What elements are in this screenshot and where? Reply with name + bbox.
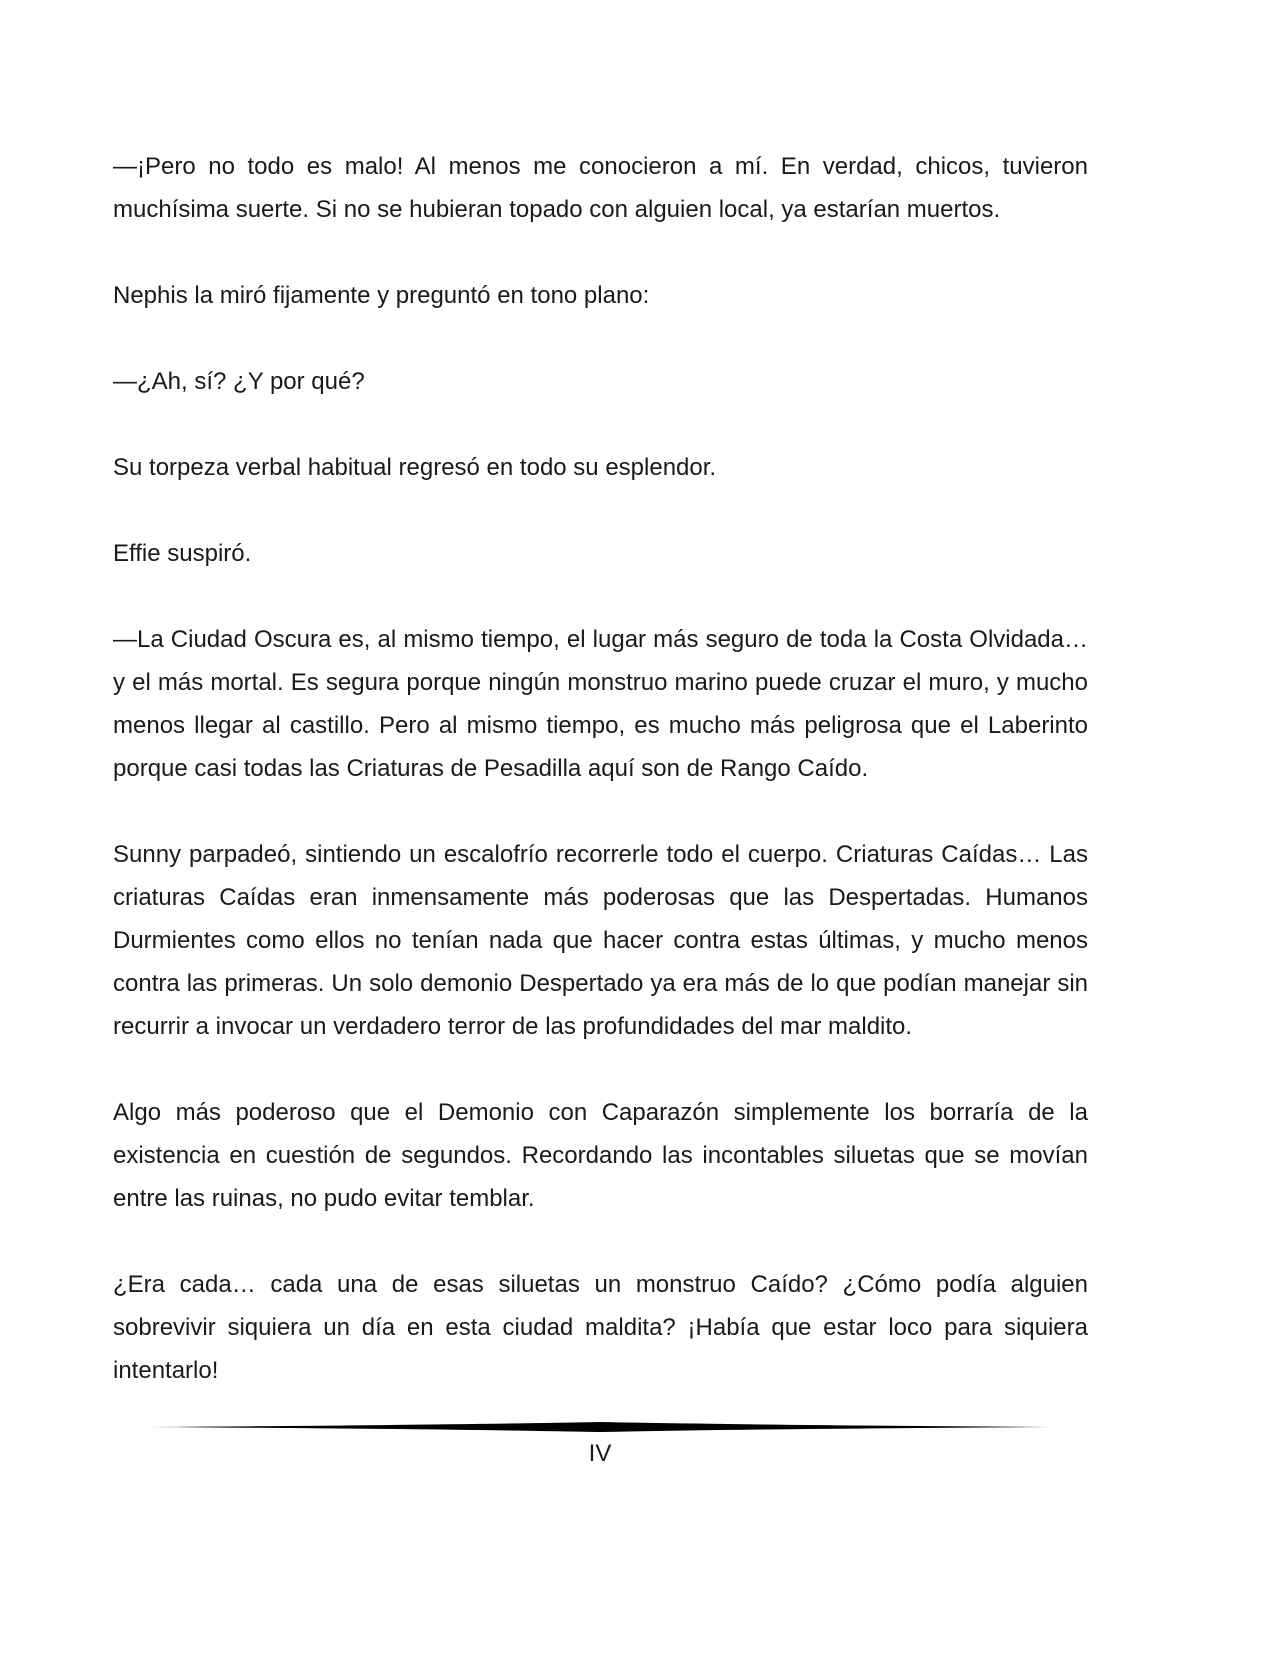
paragraph-8: Algo más poderoso que el Demonio con Caparazón simplemente los borraría de la existencia en cuestión de segundos. Recordando las incontables siluetas que se movían entre las ruinas, no pudo evitar temblar. — [113, 1099, 1088, 1212]
paragraph-1: —¡Pero no todo es malo! Al menos me conocieron a mí. En verdad, chicos, tuvieron muchísima suerte. Si no se hubieran topado con alguien local, ya estarían muertos. — [113, 153, 1088, 223]
divider-ornament — [150, 1420, 1050, 1434]
paragraph-4: Su torpeza verbal habitual regresó en todo su esplendor. — [113, 454, 717, 481]
page-body — [113, 145, 1088, 1435]
paragraph-9: ¿Era cada… cada una de esas siluetas un monstruo Caído? ¿Cómo podía alguien sobrevivir siquiera un día en esta ciudad maldita? ¡Había que estar loco para siquiera intentarlo! — [113, 1271, 1088, 1384]
paragraph-2: Nephis la miró fijamente y preguntó en tono plano: — [113, 282, 650, 309]
divider-swash — [150, 1422, 1050, 1432]
paragraph-5: Effie suspiró. — [113, 540, 252, 567]
page-number: IV — [588, 1440, 612, 1467]
paragraph-7: Sunny parpadeó, sintiendo un escalofrío recorrerle todo el cuerpo. Criaturas Caídas… Las criaturas Caídas eran inmensamente más poderosas que las Despertadas. Humanos Durmientes como ellos no tenían nada que hacer contra estas últimas, y mucho menos contra las primeras. Un solo demonio Despertado ya era más de lo que podían manejar sin recurrir a invocar un verdadero terror de las profundidades del mar maldito. — [113, 841, 1088, 1040]
paragraph-3: —¿Ah, sí? ¿Y por qué? — [113, 368, 365, 395]
paragraph-6: —La Ciudad Oscura es, al mismo tiempo, el lugar más seguro de toda la Costa Olvidada… y el más mortal. Es segura porque ningún monstruo marino puede cruzar el muro, y mucho menos llegar al castillo. Pero al mismo tiempo, es mucho más peligrosa que el Laberinto porque casi todas las Criaturas de Pesadilla aquí son de Rango Caído. — [113, 626, 1088, 782]
